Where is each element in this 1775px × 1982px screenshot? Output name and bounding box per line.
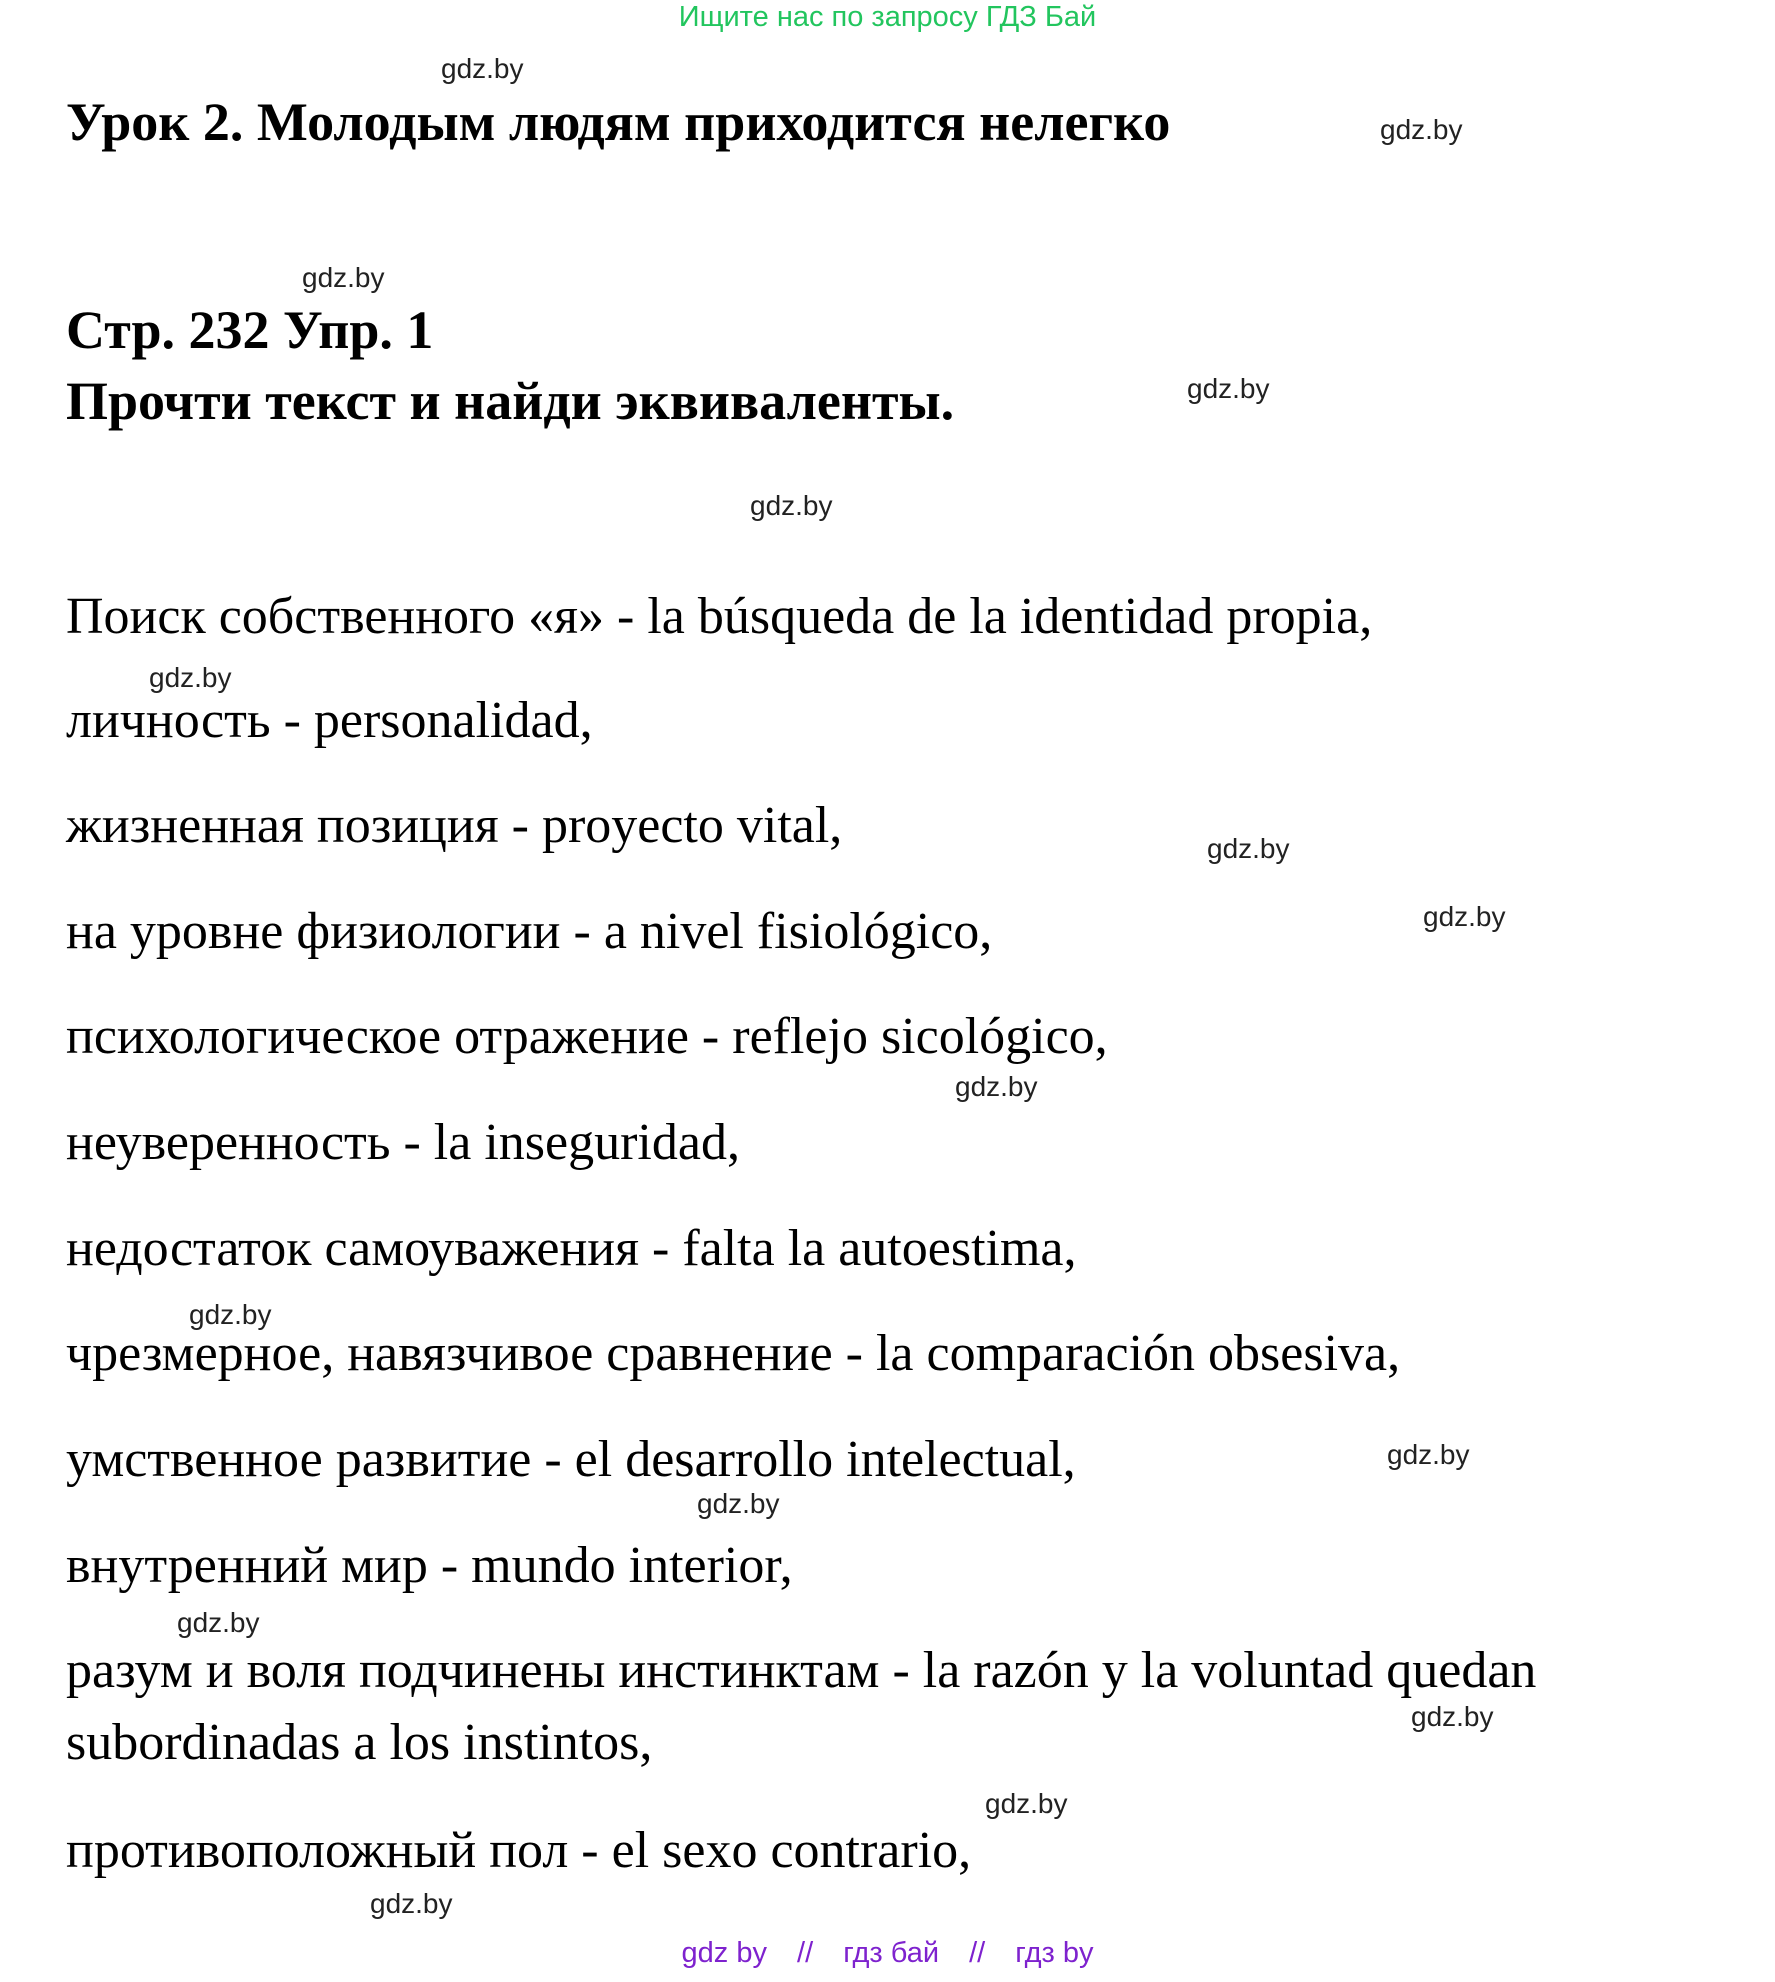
footer-link-gdz-bai[interactable]: гдз бай — [843, 1937, 940, 1969]
watermark: gdz.by — [750, 490, 833, 521]
watermark: gdz.by — [441, 53, 524, 84]
watermark: gdz.by — [189, 1299, 272, 1330]
vocab-line: личность - personalidad, — [66, 692, 593, 749]
vocab-line: чрезмерное, навязчивое сравнение - la comparación obsesiva, — [66, 1325, 1401, 1382]
watermark: gdz.by — [1380, 114, 1463, 145]
vocab-line: subordinadas a los instintos, — [66, 1714, 653, 1771]
watermark: gdz.by — [1411, 1701, 1494, 1732]
footer-separator: // — [969, 1937, 986, 1969]
exercise-reference: Стр. 232 Упр. 1 — [66, 300, 434, 360]
watermark: gdz.by — [149, 662, 232, 693]
task-instruction: Прочти текст и найди эквиваленты. — [66, 371, 955, 431]
watermark: gdz.by — [697, 1488, 780, 1519]
vocab-line: жизненная позиция - proyecto vital, — [66, 797, 843, 854]
vocab-line: на уровне физиологии - a nivel fisiológico, — [66, 903, 993, 960]
watermark: gdz.by — [370, 1888, 453, 1919]
watermark: gdz.by — [955, 1071, 1038, 1102]
vocab-line: умственное развитие - el desarrollo intelectual, — [66, 1431, 1076, 1488]
watermark: gdz.by — [302, 262, 385, 293]
vocab-line: противоположный пол - el sexo contrario, — [66, 1822, 972, 1879]
lesson-title: Урок 2. Молодым людям приходится нелегко — [66, 92, 1171, 152]
watermark: gdz.by — [1207, 833, 1290, 864]
watermark: gdz.by — [1387, 1439, 1470, 1470]
footer-links — [0, 1936, 1775, 1970]
watermark: gdz.by — [1187, 373, 1270, 404]
footer-link-gdz-by-cyr[interactable]: гдз by — [1015, 1937, 1094, 1969]
vocab-line: психологическое отражение - reflejo sicológico, — [66, 1008, 1108, 1065]
footer-separator: // — [797, 1937, 814, 1969]
top-banner: Ищите нас по запросу ГДЗ Бай — [678, 1, 1097, 33]
vocab-line: внутренний мир - mundo interior, — [66, 1537, 793, 1594]
watermark: gdz.by — [985, 1788, 1068, 1819]
vocab-line: неуверенность - la inseguridad, — [66, 1114, 740, 1171]
watermark: gdz.by — [177, 1607, 260, 1638]
watermark: gdz.by — [1423, 901, 1506, 932]
vocab-line: Поиск собственного «я» - la búsqueda de la identidad propia, — [66, 588, 1373, 645]
vocab-line: недостаток самоуважения - falta la autoestima, — [66, 1220, 1077, 1277]
footer-link-gdz-by[interactable]: gdz by — [681, 1937, 767, 1969]
vocab-line: разум и воля подчинены инстинктам - la razón y la voluntad quedan — [66, 1642, 1537, 1699]
